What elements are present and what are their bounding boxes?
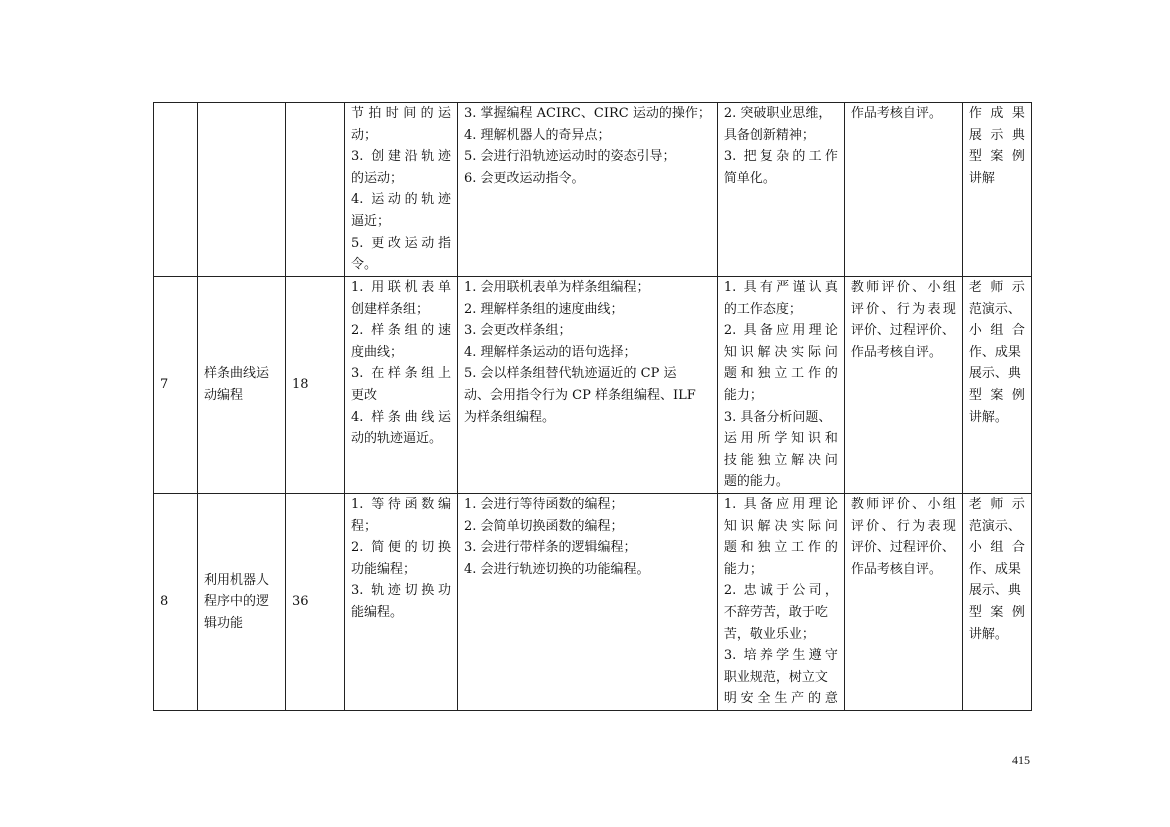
table-body (154, 103, 1032, 711)
skills-cell (458, 277, 718, 494)
row-number-cell (154, 494, 198, 711)
evaluation-cell-line: 作品考核自评。 (850, 106, 942, 121)
method-cell (962, 494, 1031, 711)
quality-cell-line: 知识解决实际问 (723, 518, 838, 534)
quality-cell-line: 苦，敬业乐业； (723, 626, 815, 642)
quality-cell-line: 不辞劳苦，敢于吃 (723, 604, 828, 620)
content-cell-line: 4. 样条曲线运 (351, 409, 451, 425)
content-cell-line: 的运动； (351, 170, 404, 186)
skills-cell-line: 2. 会简单切换函数的编程； (464, 518, 624, 534)
module-name-cell-line: 动编程 (204, 388, 244, 403)
course-table (153, 102, 1032, 711)
module-name-cell-line: 利用机器人 (204, 572, 270, 588)
content-cell-line: 能编程。 (351, 604, 404, 620)
skills-cell-line: 动、会用指令行为 CP 样条组编程、ILF (464, 387, 696, 403)
skills-cell-line: 4. 会进行轨迹切换的功能编程。 (464, 561, 650, 577)
quality-cell-line: 题和独立工作的 (723, 540, 838, 556)
content-cell-line: 1. 等待函数编 (351, 497, 451, 512)
evaluation-cell (844, 494, 962, 711)
content-cell-line: 2. 样条组的速 (351, 323, 451, 339)
evaluation-cell-line: 评价、过程评价、 (850, 323, 955, 339)
quality-cell-line: 3. 把复杂的工作 (723, 149, 838, 165)
quality-cell-line: 职业规范，树立文 (723, 669, 828, 685)
method-cell-line: 型案例 (968, 604, 1025, 620)
module-name-cell-line: 辑功能 (204, 615, 244, 631)
method-cell (962, 277, 1031, 494)
content-cell (345, 277, 458, 494)
content-cell-line: 3. 在样条组上 (351, 366, 451, 382)
module-name-cell (198, 103, 286, 277)
evaluation-cell-line: 作品考核自评。 (850, 561, 942, 577)
quality-cell-line: 简单化。 (723, 170, 776, 186)
content-cell-line: 1. 用联机表单 (351, 280, 451, 295)
skills-cell-line: 5. 会以样条组替代轨迹逼近的 CP 运 (464, 366, 677, 382)
quality-cell-line: 2. 突破职业思维， (723, 106, 832, 121)
method-cell-line: 老师示 (968, 497, 1025, 512)
method-cell-line: 作、成果 (968, 344, 1021, 360)
quality-cell-line: 明安全生产的意 (723, 691, 838, 707)
quality-cell-line: 题和独立工作的 (723, 366, 838, 382)
quality-cell-line: 的工作态度； (723, 301, 802, 317)
content-cell-line: 程； (351, 518, 378, 534)
quality-cell (717, 277, 844, 494)
method-cell-line: 展示、典 (968, 583, 1021, 599)
skills-cell (458, 494, 718, 711)
evaluation-cell-line: 评价、行为表现 (850, 518, 956, 534)
content-cell-line: 3. 创建沿轨迹 (351, 149, 451, 165)
evaluation-cell-line: 教师评价、小组 (850, 280, 956, 295)
content-cell-line: 更改 (351, 387, 378, 403)
module-name-cell (198, 277, 286, 494)
skills-cell-line: 为样条组编程。 (464, 409, 556, 425)
content-cell-line: 度曲线； (351, 344, 404, 360)
evaluation-cell (844, 103, 962, 277)
hours-cell-line: 18 (292, 377, 309, 393)
quality-cell (717, 494, 844, 711)
skills-cell-line: 3. 会进行带样条的逻辑编程； (464, 540, 637, 556)
hours-cell (286, 277, 345, 494)
skills-cell-line: 3. 会更改样条组； (464, 323, 572, 339)
skills-cell-line: 5. 会进行沿轨迹运动时的姿态引导； (464, 149, 676, 165)
content-cell-line: 2. 简便的切换 (351, 540, 451, 556)
method-cell-line: 作、成果 (968, 561, 1021, 577)
module-name-cell-line: 程序中的逻 (204, 594, 270, 610)
method-cell-line: 型案例 (968, 149, 1025, 165)
table-row (154, 103, 1032, 277)
skills-cell (458, 103, 718, 277)
content-cell-line: 逼近； (351, 213, 391, 229)
method-cell-line: 展示典 (968, 127, 1025, 143)
skills-cell-line: 3. 掌握编程 ACIRC、CIRC 运动的操作； (464, 106, 711, 121)
method-cell-line: 小组合 (968, 323, 1025, 339)
evaluation-cell-line: 评价、行为表现 (850, 301, 956, 317)
method-cell-line: 老师示 (968, 280, 1025, 295)
quality-cell-line: 具备创新精神； (723, 127, 815, 143)
method-cell-line: 讲解。 (968, 626, 1008, 642)
quality-cell-line: 3. 具备分析问题、 (723, 409, 832, 425)
content-cell-line: 节拍时间的运 (351, 106, 451, 121)
method-cell-line: 型案例 (968, 387, 1025, 403)
skills-cell-line: 4. 理解机器人的奇异点； (464, 127, 611, 143)
module-name-cell (198, 494, 286, 711)
evaluation-cell-line: 评价、过程评价、 (850, 540, 955, 556)
method-cell (962, 103, 1031, 277)
quality-cell (717, 103, 844, 277)
quality-cell-line: 3. 培养学生遵守 (723, 648, 838, 664)
evaluation-cell-line: 教师评价、小组 (850, 497, 956, 512)
skills-cell-line: 6. 会更改运动指令。 (464, 170, 585, 186)
hours-cell-line: 36 (292, 594, 309, 610)
skills-cell-line: 4. 理解样条运动的语句选择； (464, 344, 637, 360)
row-number-cell-line: 8 (160, 594, 169, 610)
method-cell-line: 小组合 (968, 540, 1025, 556)
row-number-cell (154, 103, 198, 277)
module-name-cell-line: 样条曲线运 (204, 366, 270, 382)
quality-cell-line: 1. 具有严谨认真 (723, 280, 838, 295)
hours-cell (286, 103, 345, 277)
quality-cell-line: 1. 具备应用理论 (723, 497, 838, 512)
skills-cell-line: 2. 理解样条组的速度曲线； (464, 301, 624, 317)
method-cell-line: 范演示、 (968, 301, 1021, 317)
quality-cell-line: 2. 忠诚于公司， (723, 583, 838, 599)
quality-cell-line: 2. 具备应用理论 (723, 323, 838, 339)
row-number-cell-line: 7 (160, 377, 169, 393)
quality-cell-line: 技能独立解决问 (723, 452, 838, 468)
content-cell (345, 494, 458, 711)
method-cell-line: 展示、典 (968, 366, 1021, 382)
quality-cell-line: 能力； (723, 561, 763, 577)
content-cell (345, 103, 458, 277)
row-number-cell (154, 277, 198, 494)
hours-cell (286, 494, 345, 711)
method-cell-line: 讲解 (968, 170, 995, 186)
content-cell-line: 令。 (351, 257, 378, 273)
table-row (154, 277, 1032, 494)
method-cell-line: 作成果 (968, 106, 1025, 121)
content-cell-line: 3. 轨迹切换功 (351, 583, 451, 599)
table-row (154, 494, 1032, 711)
skills-cell-line: 1. 会进行等待函数的编程； (464, 497, 624, 512)
content-cell-line: 创建样条组； (351, 301, 430, 317)
content-cell-line: 功能编程； (351, 561, 417, 577)
evaluation-cell-line: 作品考核自评。 (850, 344, 942, 360)
quality-cell-line: 题的能力。 (723, 474, 789, 490)
evaluation-cell (844, 277, 962, 494)
method-cell-line: 讲解。 (968, 409, 1008, 425)
content-cell-line: 动； (351, 127, 378, 143)
content-cell-line: 5. 更改运动指 (351, 235, 451, 251)
content-cell-line: 动的轨迹逼近。 (351, 431, 443, 447)
quality-cell-line: 知识解决实际问 (723, 344, 838, 360)
quality-cell-line: 运用所学知识和 (723, 431, 838, 447)
page-number: 415 (1012, 753, 1030, 767)
method-cell-line: 范演示、 (968, 518, 1021, 534)
content-cell-line: 4. 运动的轨迹 (351, 192, 451, 208)
skills-cell-line: 1. 会用联机表单为样条组编程； (464, 280, 650, 295)
quality-cell-line: 能力； (723, 387, 763, 403)
